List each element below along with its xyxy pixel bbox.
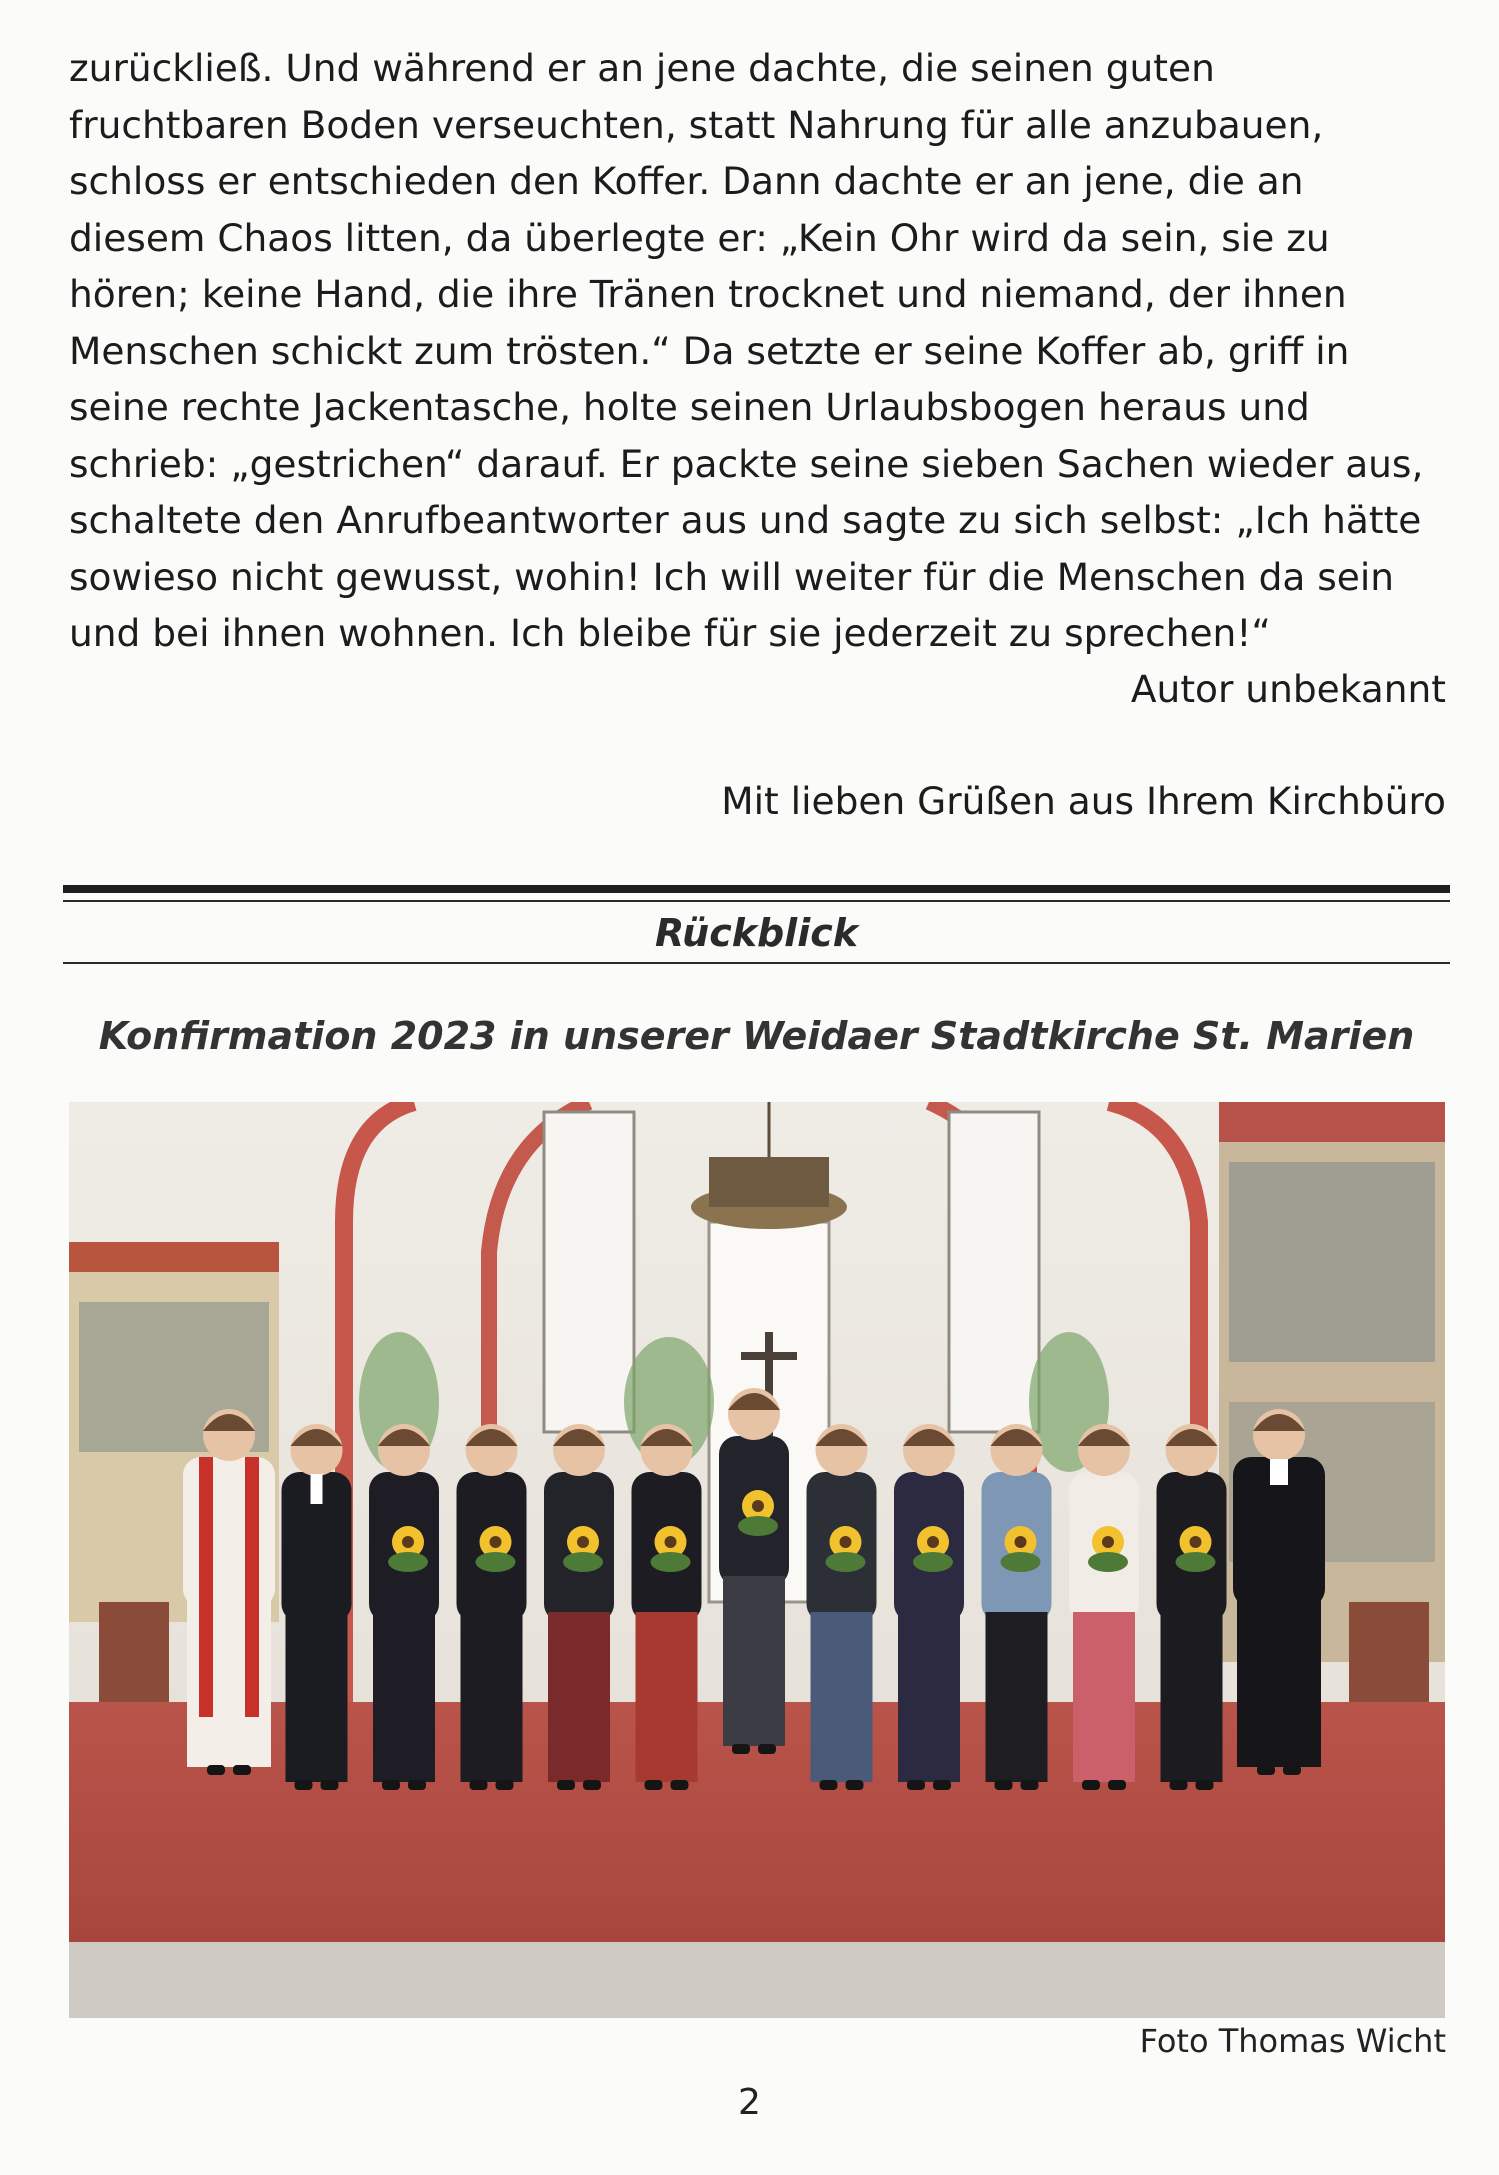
body-text bbox=[69, 40, 1446, 662]
confirmation-group-photo bbox=[69, 1102, 1445, 2018]
sunflower-leaves bbox=[388, 1552, 428, 1572]
person-shoe bbox=[995, 1780, 1013, 1790]
person bbox=[632, 1424, 702, 1790]
altar-steps bbox=[69, 1942, 1445, 2018]
chandelier-figures bbox=[709, 1157, 829, 1207]
person-lower bbox=[1237, 1597, 1321, 1767]
person-shoe bbox=[820, 1780, 838, 1790]
gallery-left-trim bbox=[69, 1242, 279, 1272]
person-shoe bbox=[1283, 1765, 1301, 1775]
person-shoe bbox=[671, 1780, 689, 1790]
body-line: schloss er entschieden den Koffer. Dann dachte er an jene, die an bbox=[69, 159, 1304, 203]
sunflower-center bbox=[927, 1536, 939, 1548]
person-shoe bbox=[557, 1780, 575, 1790]
organ-gallery-trim bbox=[1219, 1102, 1445, 1142]
sunflower-leaves bbox=[1001, 1552, 1041, 1572]
body-line: sowieso nicht gewusst, wohin! Ich will weiter für die Menschen da sein bbox=[69, 554, 1395, 599]
person-shoe bbox=[1196, 1780, 1214, 1790]
sunflower-center bbox=[1102, 1536, 1114, 1548]
person bbox=[282, 1424, 352, 1790]
sunflower-leaves bbox=[563, 1552, 603, 1572]
person-lower bbox=[811, 1612, 873, 1782]
person bbox=[894, 1424, 964, 1790]
person-shoe bbox=[496, 1780, 514, 1790]
person-lower bbox=[1161, 1612, 1223, 1782]
shirt-collar bbox=[311, 1474, 323, 1504]
sunflower-center bbox=[665, 1536, 677, 1548]
red-stole-right bbox=[245, 1457, 259, 1717]
person-shoe bbox=[645, 1780, 663, 1790]
sunflower-center bbox=[490, 1536, 502, 1548]
person-shoe bbox=[321, 1780, 339, 1790]
person-shoe bbox=[846, 1780, 864, 1790]
sunflower-leaves bbox=[651, 1552, 691, 1572]
altar-cross-bar bbox=[741, 1352, 797, 1360]
person bbox=[982, 1424, 1052, 1790]
sunflower-leaves bbox=[476, 1552, 516, 1572]
sunflower-center bbox=[1015, 1536, 1027, 1548]
body-line: zurückließ. Und während er an jene dachte, die seinen guten bbox=[69, 46, 1215, 90]
person-shoe bbox=[1082, 1780, 1100, 1790]
person bbox=[183, 1409, 275, 1775]
person-lower bbox=[986, 1612, 1048, 1782]
person-shoe bbox=[408, 1780, 426, 1790]
person bbox=[807, 1424, 877, 1790]
person-shoe bbox=[1021, 1780, 1039, 1790]
person-shoe bbox=[732, 1744, 750, 1754]
section-title: Rückblick bbox=[654, 911, 859, 955]
person-shoe bbox=[1170, 1780, 1188, 1790]
person-shoe bbox=[470, 1780, 488, 1790]
person-shoe bbox=[907, 1780, 925, 1790]
sunflower-leaves bbox=[826, 1552, 866, 1572]
sunflower-center bbox=[577, 1536, 589, 1548]
person-shoe bbox=[1108, 1780, 1126, 1790]
person-shoe bbox=[233, 1765, 251, 1775]
sunflower-leaves bbox=[1088, 1552, 1128, 1572]
person bbox=[1157, 1424, 1227, 1790]
person-lower bbox=[898, 1612, 960, 1782]
page-number: 2 bbox=[738, 2082, 761, 2123]
person-lower bbox=[373, 1612, 435, 1782]
person-lower bbox=[286, 1612, 348, 1782]
body-line: hören; keine Hand, die ihre Tränen trocknet und niemand, der ihnen bbox=[69, 272, 1347, 316]
person bbox=[1233, 1409, 1325, 1775]
person-shoe bbox=[933, 1780, 951, 1790]
sunflower-leaves bbox=[738, 1516, 778, 1536]
person bbox=[544, 1424, 614, 1790]
person bbox=[719, 1388, 789, 1754]
body-line: fruchtbaren Boden verseuchten, statt Nahrung für alle anzubauen, bbox=[69, 102, 1324, 147]
body-line: Menschen schickt zum trösten.“ Da setzte er seine Koffer ab, griff in bbox=[69, 328, 1350, 373]
person bbox=[1069, 1424, 1139, 1790]
sunflower-center bbox=[1190, 1536, 1202, 1548]
photo-illustration bbox=[69, 1102, 1445, 2018]
red-stole-left bbox=[199, 1457, 213, 1717]
sunflower-center bbox=[840, 1536, 852, 1548]
person-shoe bbox=[758, 1744, 776, 1754]
body-line: schaltete den Anrufbeantworter aus und sagte zu sich selbst: „Ich hätte bbox=[69, 498, 1422, 542]
sunflower-leaves bbox=[1176, 1552, 1216, 1572]
section-divider-thin bbox=[63, 900, 1450, 902]
body-line: schrieb: „gestrichen“ darauf. Er packte seine sieben Sachen wieder aus, bbox=[69, 441, 1424, 486]
organ-panels bbox=[1229, 1162, 1435, 1362]
greeting-line: Mit lieben Grüßen aus Ihrem Kirchbüro bbox=[721, 779, 1446, 823]
section-divider-bottom bbox=[63, 962, 1450, 964]
person-lower bbox=[1073, 1612, 1135, 1782]
article-headline: Konfirmation 2023 in unserer Weidaer Stadtkirche St. Marien bbox=[98, 1014, 1415, 1058]
person-shoe bbox=[295, 1780, 313, 1790]
person-shoe bbox=[382, 1780, 400, 1790]
person-shoe bbox=[583, 1780, 601, 1790]
person-lower bbox=[548, 1612, 610, 1782]
preaching-bands bbox=[1270, 1459, 1288, 1485]
author-line: Autor unbekannt bbox=[1130, 667, 1446, 711]
person bbox=[369, 1424, 439, 1790]
person-shoe bbox=[207, 1765, 225, 1775]
sunflower-center bbox=[402, 1536, 414, 1548]
person-lower bbox=[723, 1576, 785, 1746]
body-line: diesem Chaos litten, da überlegte er: „Kein Ohr wird da sein, sie zu bbox=[69, 215, 1330, 260]
person bbox=[457, 1424, 527, 1790]
photo-credit: Foto Thomas Wicht bbox=[1139, 2022, 1446, 2060]
person-torso bbox=[183, 1457, 275, 1607]
person-lower bbox=[461, 1612, 523, 1782]
body-line: und bei ihnen wohnen. Ich bleibe für sie jederzeit zu sprechen!“ bbox=[69, 611, 1271, 655]
section-divider-thick bbox=[63, 885, 1450, 893]
sunflower-center bbox=[752, 1500, 764, 1512]
person-shoe bbox=[1257, 1765, 1275, 1775]
body-line: seine rechte Jackentasche, holte seinen Urlaubsbogen heraus und bbox=[69, 385, 1310, 429]
window-right bbox=[949, 1112, 1039, 1432]
window-left bbox=[544, 1112, 634, 1432]
person-lower bbox=[636, 1612, 698, 1782]
sunflower-leaves bbox=[913, 1552, 953, 1572]
